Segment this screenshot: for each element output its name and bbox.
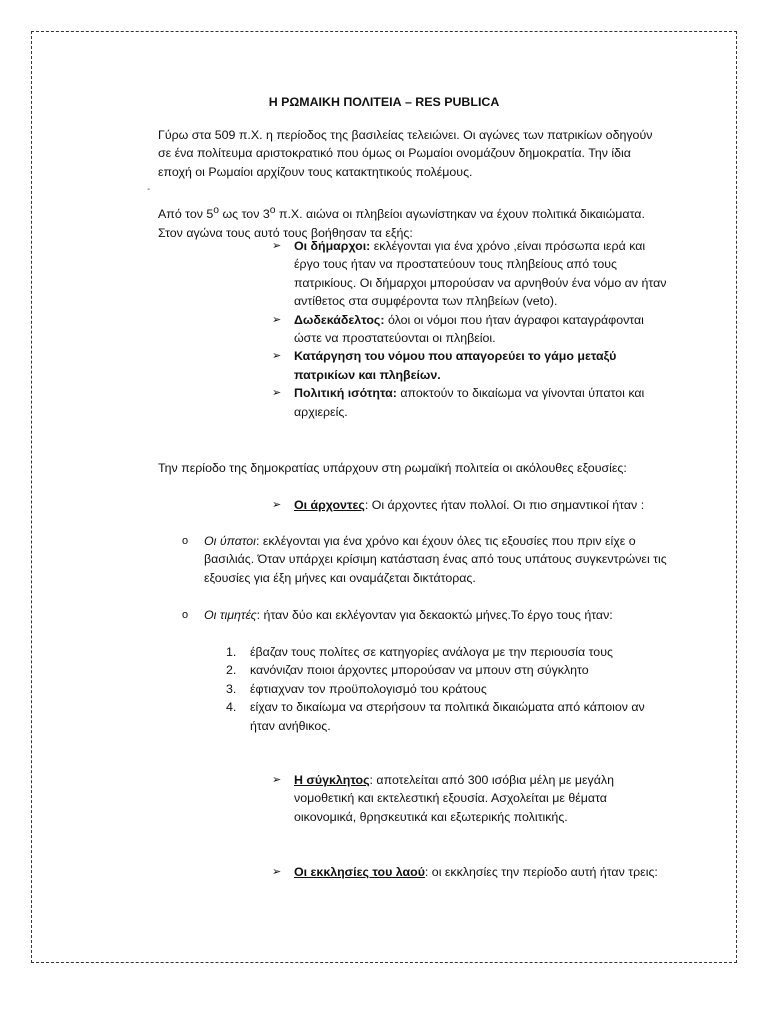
list-item-term: Οι άρχοντες — [294, 498, 365, 512]
list-item — [272, 237, 668, 311]
list-item-term: Οι ύπατοι — [204, 534, 256, 548]
arrow-bullet-icon: ➢ — [272, 240, 282, 252]
superscript: ο — [269, 205, 276, 216]
arrow-bullet-icon: ➢ — [272, 313, 282, 326]
list-item-term: Οι τιμητές — [204, 608, 257, 622]
list-item-text: έφτιαχναν τον προϋπολογισμό του κράτους — [250, 681, 487, 696]
list-item — [272, 347, 668, 384]
list-number: 3. — [226, 681, 237, 696]
list-item — [272, 863, 668, 881]
list-number: 1. — [226, 645, 237, 659]
list-item-text: όλοι οι νόμοι που ήταν άγραφοι καταγράφονται ώστε να προστατεύονται οι πληβείοι. — [294, 312, 644, 346]
assemblies-list — [272, 863, 668, 881]
document-title: Η ΡΩΜΑΙΚΗ ΠΟΛΙΤΕΙΑ – RES PUBLICA — [268, 95, 500, 109]
list-item-term: Οι δήμαρχοι: — [294, 239, 371, 253]
list-item-text: εκλέγονται για ένα χρόνο ,είναι πρόσωπα ιερά και έργο τους ήταν να προστατεύουν τους πληβείους από τους πατρικίους. Οι δήμαρχοι μπορούσαν να αρνηθούν ένα νόμο αν ήταν αντίθετος στα συμφέροντα των πληβείων (veto). — [294, 239, 667, 309]
list-item-text: : Οι άρχοντες ήταν πολλοί. Οι πιο σημαντικοί ήταν : — [364, 498, 645, 512]
censors-list — [182, 606, 670, 624]
list-item — [226, 680, 646, 698]
list-item-term: Πολιτική ισότητα: — [294, 386, 397, 401]
list-item — [226, 698, 646, 735]
plebeian-intro-text: Από τον 5 — [158, 207, 214, 222]
intro-paragraph: Γύρω στα 509 π.Χ. η περίοδος της βασιλείας τελειώνει. Οι αγώνες των πατρικίων οδηγούν σε ένα πολίτευμα αριστοκρατικό που όμως οι Ρωμαίοι ονομάζουν δημοκρατία. Την ίδια εποχή οι Ρωμαίοι αρχίζουν τους κατακτητικούς πολέμους. — [158, 128, 653, 179]
archons-list — [272, 496, 668, 514]
list-item-text: έβαζαν τους πολίτες σε κατηγορίες ανάλογα με την περιουσία τους — [250, 645, 613, 659]
arrow-bullet-icon: ➢ — [272, 350, 282, 363]
arrow-bullet-icon: ➢ — [272, 499, 282, 511]
circle-bullet-icon: o — [182, 609, 189, 621]
list-item-text: κανόνιζαν ποιοι άρχοντες μπορούσαν να μπουν στη σύγκλητο — [250, 663, 589, 678]
list-item — [182, 606, 670, 624]
list-item-text: αποκτούν το δικαίωμα να γίνονται ύπατοι και αρχιερείς. — [294, 386, 645, 419]
list-item — [182, 532, 670, 587]
list-item — [272, 311, 668, 348]
censor-duties-list — [226, 643, 646, 735]
list-item-term: Κατάργηση του νόμου που απαγορεύει το γάμο μεταξύ πατρικίων και πληβείων. — [294, 349, 617, 382]
list-item-text: : οι εκκλησίες την περίοδο αυτή ήταν τρεις: — [424, 865, 658, 879]
list-item — [272, 496, 668, 514]
superscript: ο — [213, 205, 220, 216]
plebeian-intro-text: π.Χ. αιώνα οι πληβείοι αγωνίστηκαν να έχουν πολιτικά δικαιώματα. Στον αγώνα τους αυτό τους βοήθησαν τα εξής: — [158, 207, 645, 240]
list-number: 4. — [226, 700, 237, 715]
arrow-bullet-icon: ➢ — [272, 387, 282, 400]
list-item — [272, 384, 668, 421]
powers-intro-paragraph: Την περίοδο της δημοκρατίας υπάρχουν στη ρωμαϊκή πολιτεία οι ακόλουθες εξουσίες: — [158, 461, 627, 475]
plebeian-intro-paragraph — [158, 202, 668, 242]
list-item — [272, 771, 668, 826]
consuls-list — [182, 532, 670, 587]
list-item — [226, 643, 646, 661]
list-item-term: Οι εκκλησίες του λαού — [294, 865, 425, 879]
list-item-term: Δωδεκάδελτος: — [294, 312, 385, 327]
list-item-term: Η σύγκλητος — [294, 773, 370, 787]
list-item-text: : εκλέγονται για ένα χρόνο και έχουν όλες τις εξουσίες που πριν είχε ο βασιλιάς. Όταν υπάρχει κρίσιμη κατάσταση ένας από τους υπάτους συγκεντρώνει τις εξουσίες για έξη μήνες και οναμάζεται δικτάτορας. — [204, 534, 667, 585]
list-number: 2. — [226, 663, 237, 678]
arrow-bullet-icon: ➢ — [272, 866, 282, 878]
plebeian-intro-text: ως τον 3 — [219, 207, 270, 222]
list-item — [226, 661, 646, 679]
list-item-text: : ήταν δύο και εκλέγονταν για δεκαοκτώ μήνες.Το έργο τους ήταν: — [256, 608, 613, 622]
senate-list — [272, 771, 668, 826]
list-item-text: είχαν το δικαίωμα να στερήσουν τα πολιτικά δικαιώματα από κάποιον αν ήταν ανήθικος. — [250, 700, 645, 733]
stray-mark: - — [147, 184, 151, 195]
list-item-text: : αποτελείται από 300 ισόβια μέλη με μεγάλη νομοθετική και εκτελεστική εξουσία. Ασχολείται με θέματα οικονομικά, θρησκευτικά και εξωτερικής πολιτικής. — [294, 773, 614, 824]
plebeian-gains-list — [272, 237, 668, 421]
circle-bullet-icon: o — [182, 535, 189, 547]
arrow-bullet-icon: ➢ — [272, 774, 282, 786]
